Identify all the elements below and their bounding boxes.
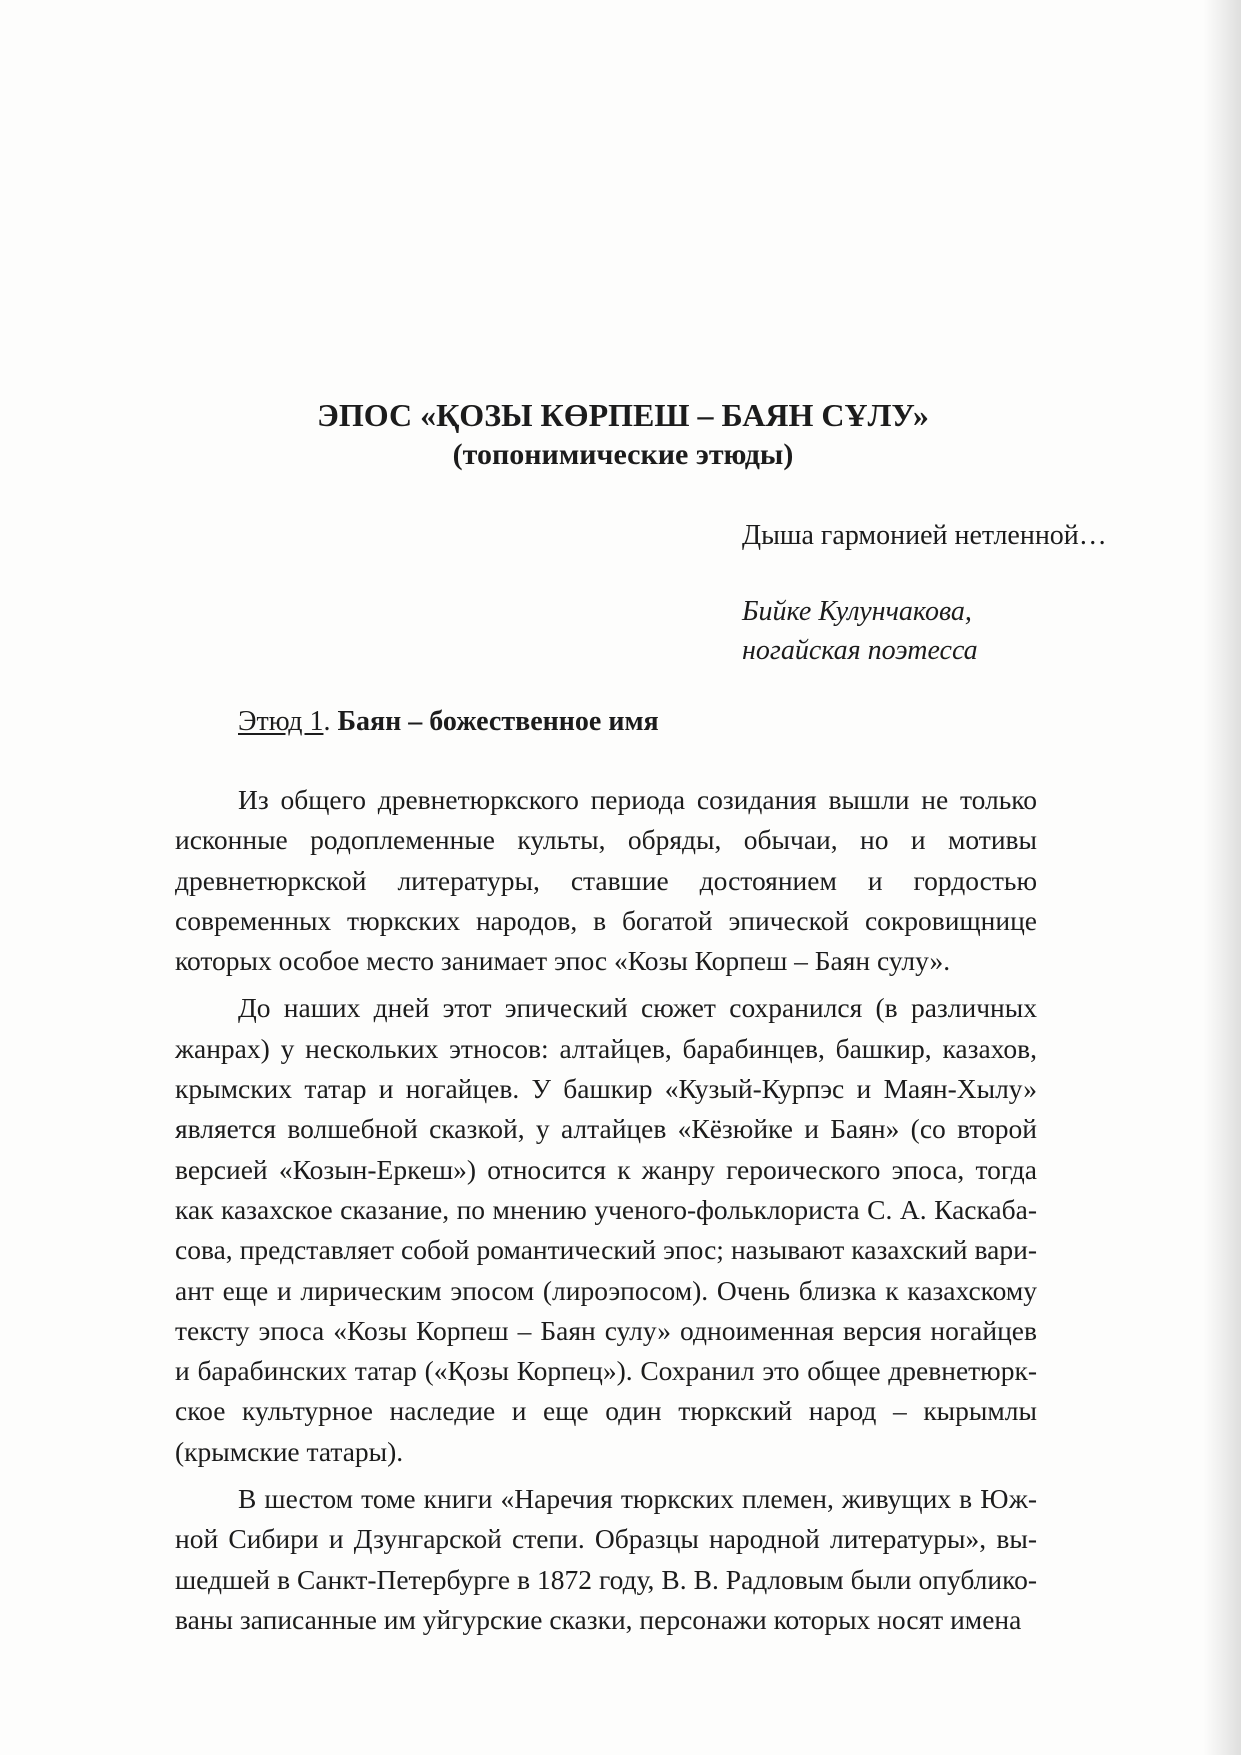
epigraph-author-role: ногайская поэтесса [742,635,978,666]
section-label: Этюд 1 [238,706,324,737]
paragraph-3: В шестом томе книги «Наречия тюркских племен, живущих в Южной Сибири и Дзунгарской степи. Образцы народной литературы», вышедшей в Санкт-Петербурге в 1872 году, В. В. Радловым были опубликованы записанные им уйгурские сказки, персонажи которых носят имена [175,1483,1037,1635]
section-separator: . [323,706,338,737]
body-text [175,780,1037,1647]
section-title: Баян – божественное имя [337,706,659,737]
epigraph-quote: Дыша гармонией нетленной… [742,520,1107,551]
article-title: ЭПОС «ҚОЗЫ КӨРПЕШ – БАЯН СҰЛУ» [317,397,929,433]
page-edge-shadow [1203,0,1241,1755]
title-block [228,395,1018,475]
epigraph-attribution [742,592,978,670]
paragraph-1: Из общего древнетюркского периода созидания вышли не только исконные родоплеменные культы, обряды, обычаи, но и мотивы древнетюркской литературы, ставшие достоянием и гордостью современных тюркских народов, в богатой эпической сокровищнице которых особое место занимает эпос «Козы Корпеш – Баян сулу». [175,784,1037,977]
article-subtitle: (топонимические этюды) [452,438,794,471]
section-heading [238,702,659,742]
epigraph-author-name: Бийке Кулунчакова, [742,596,972,627]
paragraph-2: До наших дней этот эпический сюжет сохранился (в различных жанрах) у нескольких этносов: алтайцев, барабинцев, башкир, казахов, крымских татар и ногайцев. У башкир «Кузый-Курпэс и Маян-Хылу» является волшебной сказкой, у алтайцев «Кёзюйке и Баян» (со второй версией «Козын-Еркеш») относится к жанру героического эпоса, тогда как казахское сказание, по мнению ученого-фольклориста С. А. Каскабасова, представляет собой романтический эпос; называют казахский вариант еще и лирическим эпосом (лироэпосом). Очень близка к казахскому тексту эпоса «Козы Корпеш – Баян сулу» одноименная версия ногайцев и барабинских татар («Қозы Корпец»). Сохранил это общее древнетюркское культурное наследие и еще один тюркский народ – кырымлы (крымские татары). [175,992,1037,1467]
